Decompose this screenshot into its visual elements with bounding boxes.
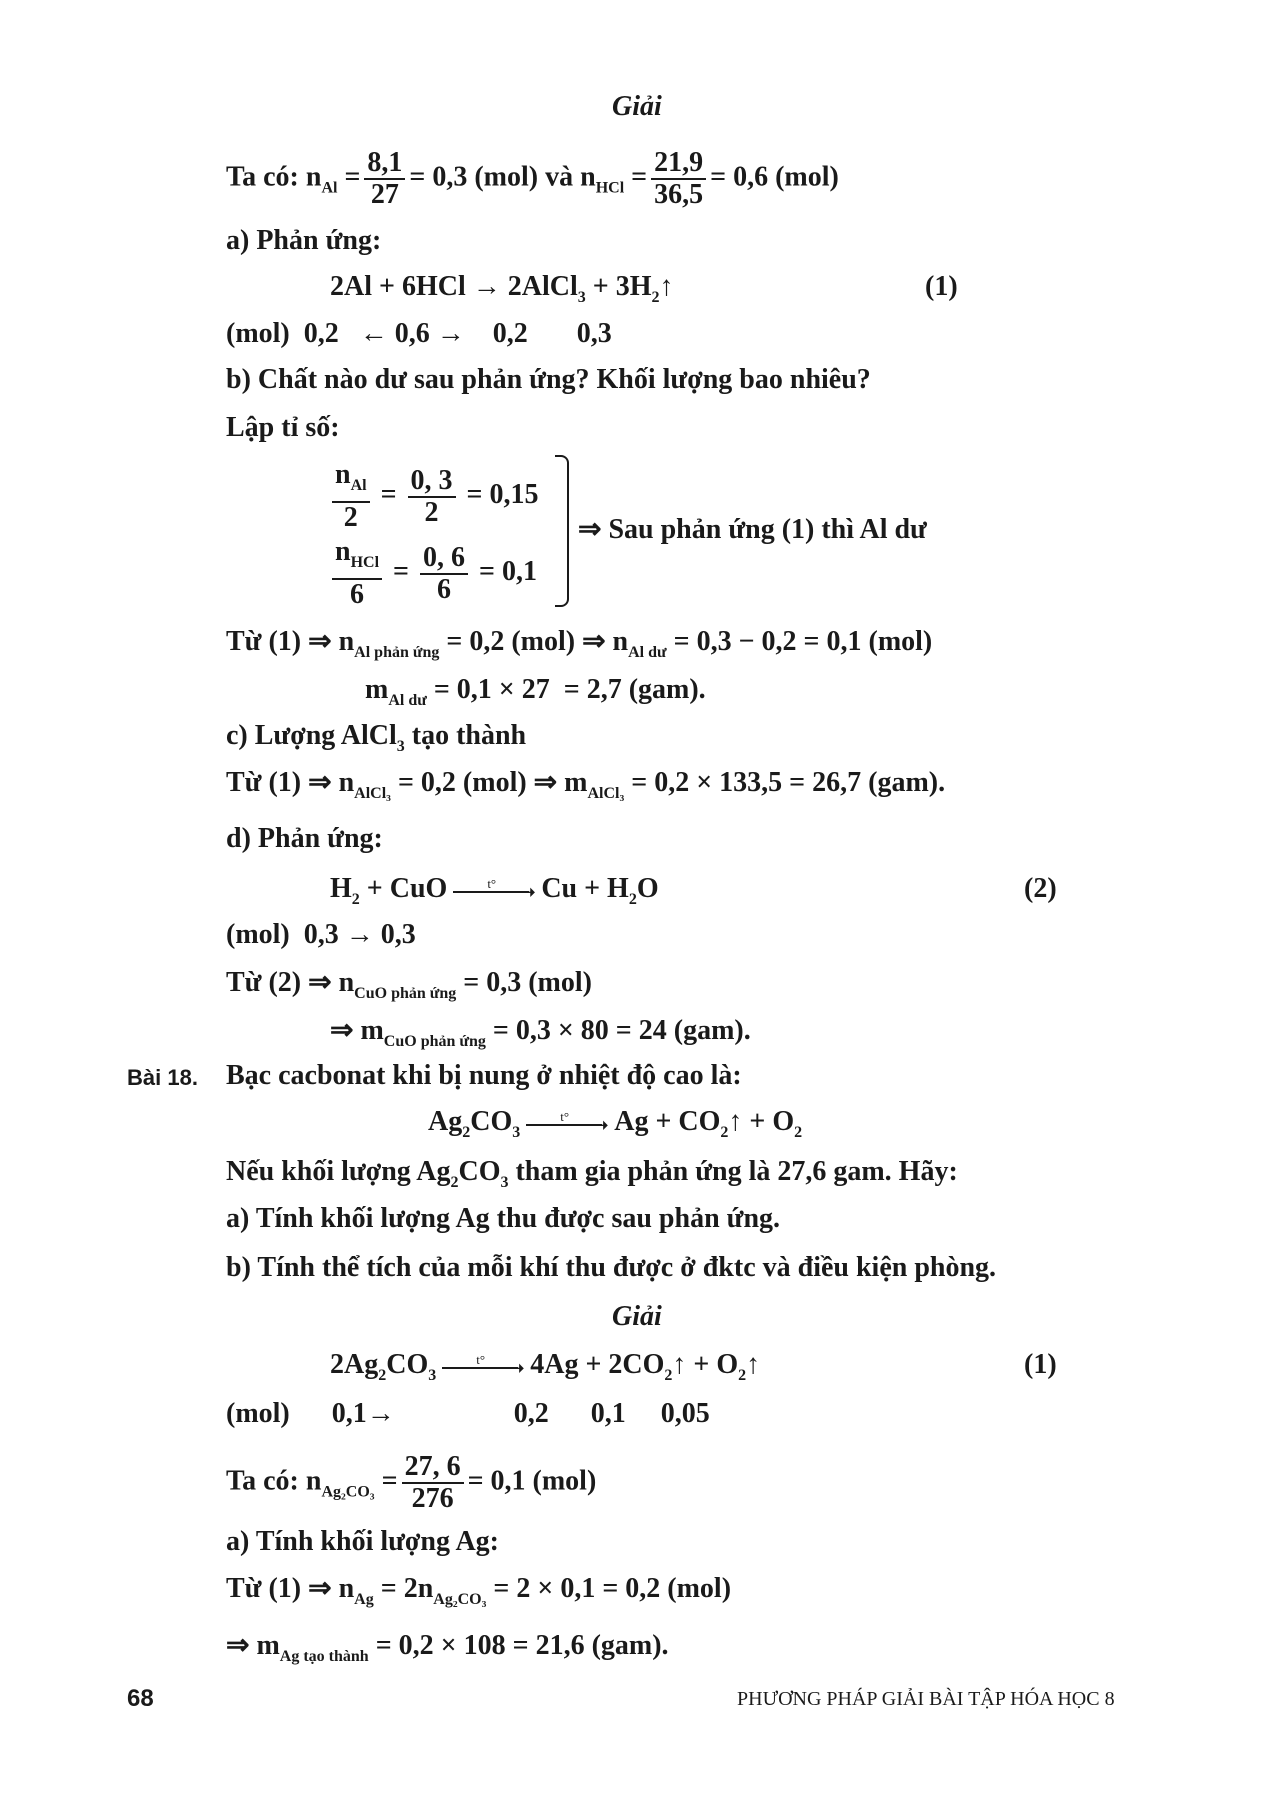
fraction <box>364 148 405 210</box>
text-run: (mol) 0,2 ← 0,6 → 0,2 0,3 <box>226 318 612 349</box>
part-a-label <box>226 224 381 258</box>
numerator-text: 8,1 <box>367 147 403 178</box>
text-run: = <box>374 1465 398 1497</box>
text-run: = 0,3 × 80 = 24 (gam). <box>485 1015 751 1046</box>
equation-4-number <box>1024 1348 1057 1382</box>
moles-1 <box>226 317 612 351</box>
equation-2 <box>330 872 659 917</box>
text-run: ⇒ Sau phản ứng (1) thì Al dư <box>578 514 927 545</box>
text-run: (mol) 0,1→ 0,2 0,1 0,05 <box>226 1398 710 1429</box>
reaction-arrow-icon: ➝ t° <box>453 881 535 901</box>
text-run: O <box>636 873 659 904</box>
text-run: 2Al + 6HCl → 2AlCl <box>330 271 578 302</box>
denominator: 36,5 <box>654 179 704 210</box>
ratio-conclusion <box>578 513 927 547</box>
text-run: d) Phản ứng: <box>226 823 383 854</box>
text-run: (1) <box>925 271 958 302</box>
cuo-mass <box>330 1014 751 1059</box>
subscript: 3 <box>512 1124 521 1141</box>
numerator-text: 0, 6 <box>423 541 465 573</box>
text-run: = <box>624 161 648 193</box>
denominator: 276 <box>411 1483 454 1514</box>
al-excess-moles <box>226 625 932 670</box>
heading-giai-1 <box>612 90 662 124</box>
text-run: = 0,1 × 27 = 2,7 (gam). <box>426 674 706 705</box>
subscript: AlCl₃ <box>587 785 625 802</box>
given-moles <box>226 148 839 210</box>
text-run: PHƯƠNG PHÁP GIẢI BÀI TẬP HÓA HỌC 8 <box>737 1688 1115 1710</box>
denominator: 6 <box>350 579 365 610</box>
subscript: 3 <box>577 289 586 306</box>
text-run: c) Lượng AlCl <box>226 720 397 751</box>
text-run: = <box>386 555 416 587</box>
text-run: = 0,2 (mol) ⇒ m <box>390 767 588 798</box>
subscript: 2 <box>720 1124 729 1141</box>
text-run: tạo thành <box>404 720 527 751</box>
subscript: AlCl₃ <box>354 785 391 802</box>
heat-condition: t° <box>476 1351 486 1367</box>
text-run: Ag <box>428 1106 463 1137</box>
heat-condition: t° <box>487 875 497 891</box>
text-run: = 0,2 (mol) ⇒ n <box>439 626 629 657</box>
text-run: (1) <box>1024 1349 1057 1380</box>
subscript: Al <box>321 179 338 197</box>
numerator-subscript: HCl <box>350 554 380 571</box>
subscript: 2 <box>462 1124 471 1141</box>
text-run: Từ (1) ⇒ n <box>226 626 355 657</box>
text-run: CO <box>386 1349 429 1380</box>
subscript: CuO phản ứng <box>354 985 457 1002</box>
equation-1-number <box>925 270 958 304</box>
text-run: = 0,2 × 133,5 = 26,7 (gam). <box>624 767 946 798</box>
text-run: CO <box>458 1156 501 1187</box>
fraction <box>408 466 456 528</box>
numerator-text: n <box>335 536 351 567</box>
numerator-text: 21,9 <box>654 147 704 178</box>
text-run: = 0,1 <box>472 555 537 587</box>
text-run: ↑ + O <box>672 1349 739 1380</box>
text-run: Ta có: n <box>226 161 322 193</box>
text-run: b) Chất nào dư sau phản ứng? Khối lượng bao nhiêu? <box>226 364 871 395</box>
alcl3-mass <box>226 766 945 811</box>
equation-1 <box>330 270 673 315</box>
numerator-text: n <box>335 459 351 490</box>
subscript: 2 <box>378 1367 387 1384</box>
subscript: 2 <box>450 1174 459 1191</box>
moles-4 <box>226 1397 710 1431</box>
text-run: Từ (1) ⇒ n <box>226 767 355 798</box>
equation-4 <box>330 1348 760 1393</box>
text-run: CO <box>470 1106 513 1137</box>
ag-moles <box>226 1572 731 1617</box>
subscript: 2 <box>664 1367 673 1384</box>
text-run: Từ (1) ⇒ n <box>226 1573 355 1604</box>
text-run: = 0,3 − 0,2 = 0,1 (mol) <box>666 626 933 657</box>
ratio-al <box>328 460 539 533</box>
text-run: a) Tính khối lượng Ag: <box>226 1526 499 1557</box>
text-run: Ta có: n <box>226 1465 322 1497</box>
exercise-18-intro <box>226 1059 742 1093</box>
text-run: ↑ + O <box>728 1106 795 1137</box>
exercise-18-condition <box>226 1155 958 1200</box>
text-run: = 2 × 0,1 = 0,2 (mol) <box>486 1573 732 1604</box>
text-run: (2) <box>1024 873 1057 904</box>
subscript: Al dư <box>628 644 667 661</box>
ag-mass <box>226 1629 669 1674</box>
reaction-arrow-icon: ➝ t° <box>442 1357 524 1377</box>
exercise-18-b <box>226 1251 996 1285</box>
fraction <box>420 543 468 605</box>
heat-condition: t° <box>560 1108 570 1124</box>
numerator-text: 0, 3 <box>410 464 453 496</box>
text-run: H <box>330 873 352 904</box>
subscript: HCl <box>595 179 625 197</box>
ag2co3-moles <box>226 1452 596 1514</box>
running-footer <box>737 1682 1115 1716</box>
text-run: Từ (2) ⇒ n <box>226 967 355 998</box>
text-run: Ag + CO <box>614 1106 721 1137</box>
subscript: Ag <box>354 1591 374 1608</box>
text-run: tham gia phản ứng là 27,6 gam. Hãy: <box>508 1156 958 1187</box>
text-run: ↑ <box>746 1349 761 1380</box>
text-run: a) Tính khối lượng Ag thu được sau phản ứng. <box>226 1203 781 1234</box>
numerator-text: 27, 6 <box>404 1451 461 1482</box>
subscript: 3 <box>428 1367 437 1384</box>
subscript: 3 <box>500 1174 509 1191</box>
part-d-label <box>226 822 383 856</box>
exercise-18-label <box>127 1061 198 1095</box>
subscript: 2 <box>651 289 660 306</box>
text-run: ↑ <box>659 271 674 302</box>
text-run: Giải <box>612 91 662 122</box>
text-run: = 0,3 (mol) <box>456 967 592 998</box>
text-run: = 0,2 × 108 = 21,6 (gam). <box>368 1630 669 1661</box>
text-run: Bài 18. <box>127 1065 198 1090</box>
text-run: = 2n <box>373 1573 434 1604</box>
al-excess-mass <box>365 673 706 718</box>
subscript: Al phản ứng <box>354 644 440 661</box>
page-number <box>127 1682 154 1716</box>
denominator: 2 <box>343 502 358 533</box>
subscript: 3 <box>396 738 405 755</box>
denominator: 6 <box>437 573 451 605</box>
denominator: 2 <box>424 496 439 528</box>
part-c-label <box>226 719 526 764</box>
subscript: CuO phản ứng <box>383 1033 486 1050</box>
text-run: (mol) 0,3 → 0,3 <box>226 919 416 950</box>
text-run: ⇒ m <box>226 1630 280 1661</box>
text-run: 2Ag <box>330 1349 379 1380</box>
cuo-moles <box>226 966 592 1011</box>
text-run: a) Phản ứng: <box>226 225 382 256</box>
exercise-18-a <box>226 1202 780 1236</box>
text-run: = 0,1 (mol) <box>467 1465 597 1497</box>
text-run: = 0,6 (mol) <box>710 161 839 193</box>
text-run: Nếu khối lượng Ag <box>226 1156 451 1187</box>
part-b-question <box>226 363 871 397</box>
text-run: + CuO <box>359 873 448 904</box>
fraction <box>402 1452 464 1514</box>
text-run: Bạc cacbonat khi bị nung ở nhiệt độ cao là: <box>226 1060 742 1091</box>
ratio-hcl <box>328 537 537 610</box>
subscript: 2 <box>794 1124 803 1141</box>
subscript: 2 <box>738 1367 747 1384</box>
heading-giai-2 <box>612 1300 662 1334</box>
text-run: 68 <box>127 1685 154 1712</box>
subscript: Ag₂CO₃ <box>433 1591 487 1608</box>
equation-3 <box>428 1105 802 1150</box>
text-run: = 0,3 (mol) và n <box>409 161 596 193</box>
solution-a-label <box>226 1525 499 1559</box>
text-run: Lập tỉ số: <box>226 412 340 443</box>
fraction <box>332 537 382 610</box>
equation-2-number <box>1024 872 1057 906</box>
fraction <box>651 148 706 210</box>
ratio-label <box>226 411 340 445</box>
subscript: 2 <box>351 891 360 908</box>
text-run: = 0,15 <box>459 478 539 510</box>
text-run: Giải <box>612 1301 662 1332</box>
text-run: + 3H <box>585 271 652 302</box>
denominator: 27 <box>370 179 399 210</box>
subscript: 2 <box>628 891 637 908</box>
numerator-subscript: Al <box>350 477 367 494</box>
moles-2 <box>226 918 416 952</box>
text-run: m <box>365 674 389 705</box>
text-run: ⇒ m <box>330 1015 384 1046</box>
text-run: = <box>337 161 361 193</box>
ratio-brace <box>555 455 569 607</box>
text-run: b) Tính thể tích của mỗi khí thu được ở đktc và điều kiện phòng. <box>226 1252 997 1283</box>
fraction <box>332 460 370 533</box>
subscript: Ag tạo thành <box>279 1648 369 1665</box>
subscript: Al dư <box>388 692 427 709</box>
reaction-arrow-icon: ➝ t° <box>526 1114 608 1134</box>
text-run: = <box>373 478 404 510</box>
text-run: 4Ag + 2CO <box>530 1349 665 1380</box>
text-run: Cu + H <box>541 873 629 904</box>
subscript: Ag₂CO₃ <box>321 1483 375 1501</box>
